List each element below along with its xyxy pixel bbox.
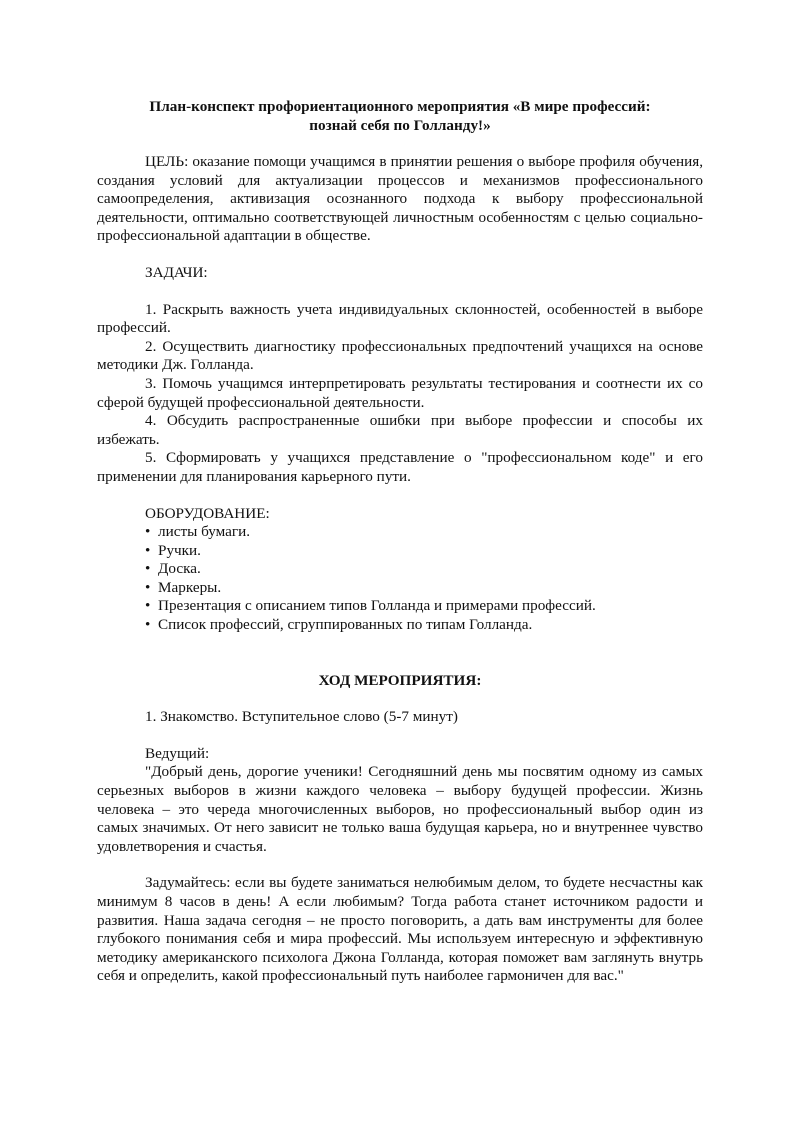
title-line-1: План-конспект профориентационного мероприятия «В мире профессий:	[149, 98, 651, 115]
equipment-item: • Маркеры.	[145, 578, 222, 596]
task-item: 1. Раскрыть важность учета индивидуальных склонностей, особенностей в выборе профессий.	[97, 300, 703, 337]
equipment-item: • листы бумаги.	[145, 523, 251, 541]
document-body	[97, 98, 703, 986]
bullet-icon: •	[145, 541, 151, 559]
course-heading: ХОД МЕРОПРИЯТИЯ:	[318, 671, 482, 689]
task-item: 2. Осуществить диагностику профессиональных предпочтений учащихся на основе методики Дж. Голланда.	[97, 337, 703, 374]
equipment-item: • Ручки.	[145, 541, 201, 559]
equipment-item: • Список профессий, сгруппированных по типам Голланда.	[145, 616, 533, 634]
document-title	[97, 98, 703, 135]
task-item: 4. Обсудить распространенные ошибки при выборе профессии и способы их избежать.	[97, 412, 703, 448]
speaker-label: Ведущий:	[145, 744, 210, 762]
tasks-label: ЗАДАЧИ:	[145, 263, 208, 281]
bullet-icon: •	[145, 523, 151, 541]
bullet-icon: •	[145, 560, 151, 578]
equipment-item: • Презентация с описанием типов Голланда и примерами профессий.	[145, 597, 596, 615]
equipment-list	[97, 523, 703, 635]
bullet-icon: •	[145, 616, 151, 634]
bullet-icon: •	[145, 597, 151, 615]
equipment-item: • Доска.	[145, 560, 201, 578]
equipment-label: ОБОРУДОВАНИЕ:	[145, 504, 270, 522]
tasks-list	[97, 301, 703, 487]
speech-paragraph-2: Задумайтесь: если вы будете заниматься нелюбимым делом, то будете несчастны как минимум 8 часов в день! А если любимым? Тогда работа станет источником радости и развития. Наша задача сегодня – не просто поговорить, а дать вам инструменты для более глубокого понимания себя и мира профессий. Мы используем интересную и эффективную методику американского психолога Джона Голланда, которая поможет вам заглянуть внутрь себя и определить, какой профессиональный путь наиболее гармоничен для вас."	[97, 874, 703, 985]
task-item: 5. Сформировать у учащихся представление о "профессиональном коде" и его применении для планирования карьерного пути.	[97, 449, 703, 485]
task-item: 3. Помочь учащимся интерпретировать результаты тестирования и соотнести их со сферой будущей профессиональной деятельности.	[97, 374, 703, 411]
goal-paragraph: ЦЕЛЬ: оказание помощи учащимся в принятии решения о выборе профиля обучения, создания условий для актуализации процессов и механизмов профессионального самоопределения, активизация осознанного подхода к выбору профессиональной деятельности, оптимально соответствующей личностным особенностям с целью социально-профессиональной адаптации в обществе.	[97, 153, 703, 245]
bullet-icon: •	[145, 578, 151, 596]
step-1-title: 1. Знакомство. Вступительное слово (5-7 минут)	[145, 708, 458, 726]
speech-paragraph-1: "Добрый день, дорогие ученики! Сегодняшний день мы посвятим одному из самых серьезных выборов в жизни каждого человека – выбору будущей профессии. Жизнь человека – это череда многочисленных выборов, но профессиональный выбор один из самых значимых. От него зависит не только ваша будущая карьера, но и внутреннее чувство удовлетворения и счастья.	[97, 763, 703, 855]
title-line-2: познай себя по Голланду!»	[309, 116, 491, 134]
